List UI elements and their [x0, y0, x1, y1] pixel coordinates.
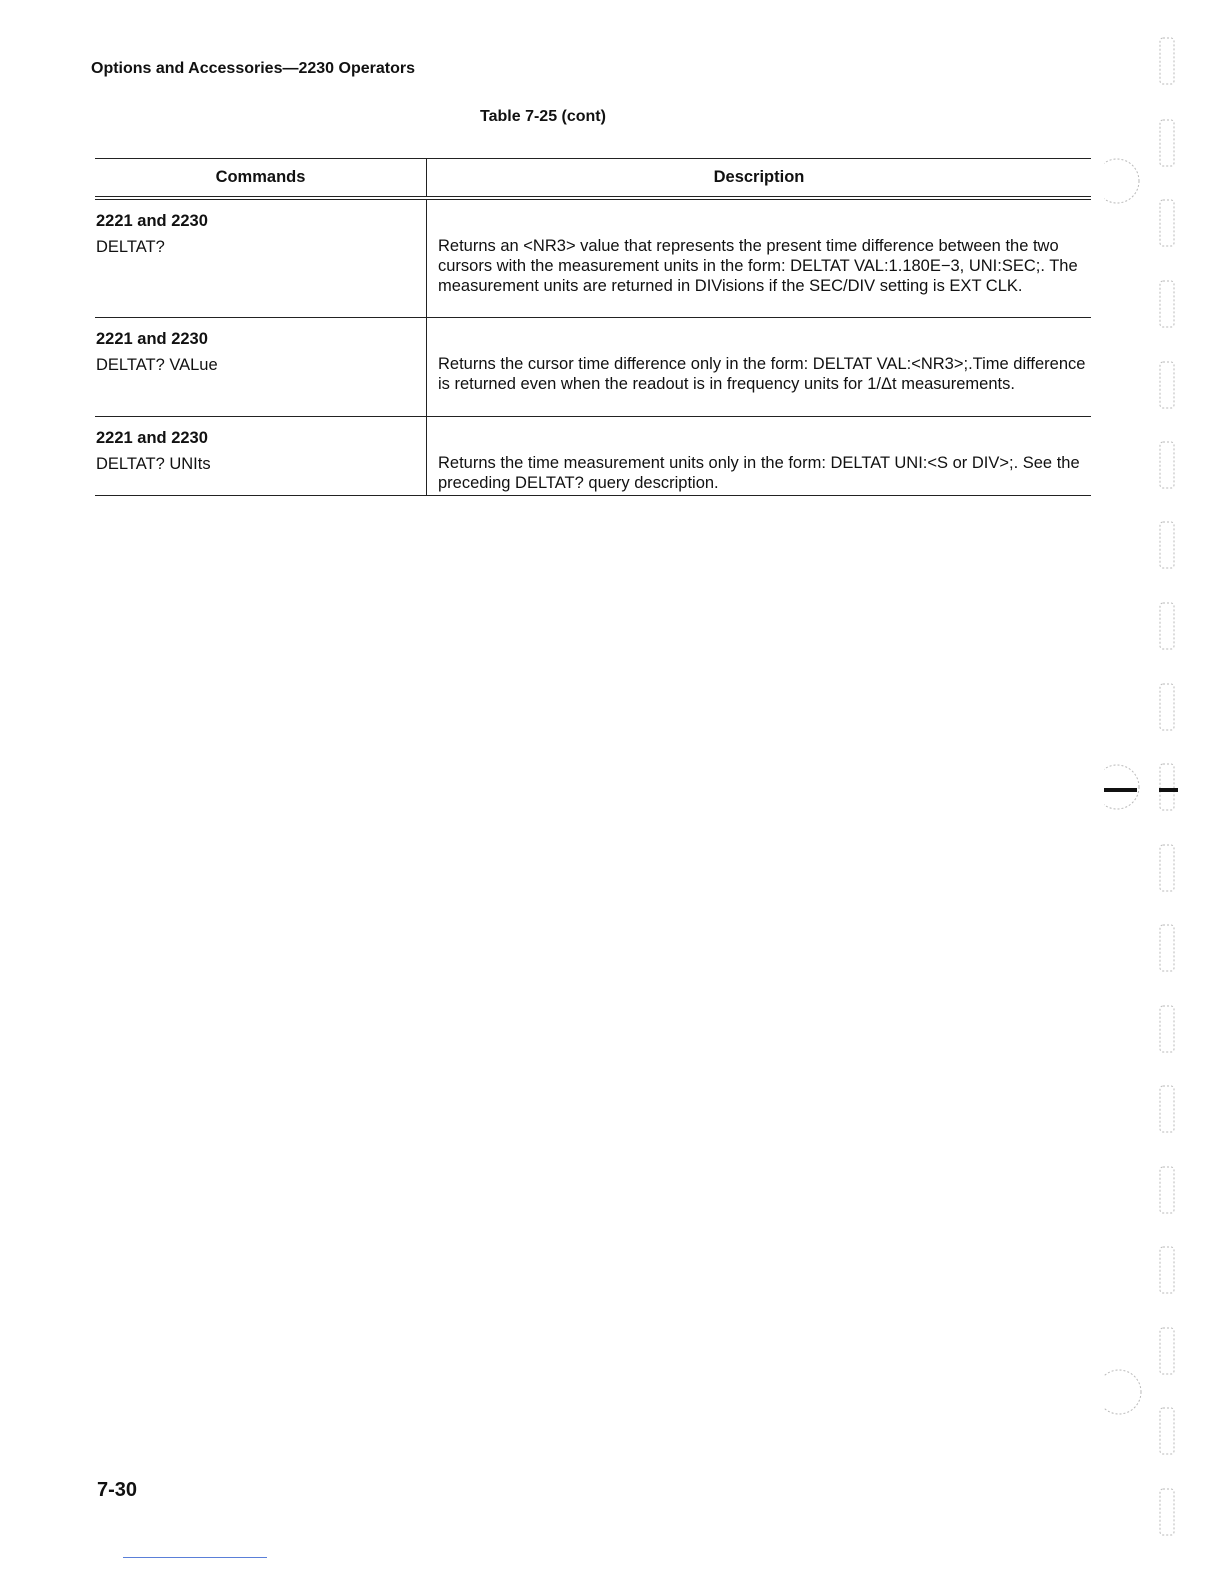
command-cell — [95, 318, 426, 416]
command-cell — [95, 417, 426, 495]
description-cell: Returns the cursor time difference only in the form: DELTAT VAL:<NR3>;.Time difference is returned even when the readout is in frequency units for 1/Δt measurements. — [426, 318, 1091, 416]
command-text: DELTAT? VALue — [96, 356, 218, 374]
table-row — [95, 318, 1091, 417]
header-commands: Commands — [215, 168, 306, 186]
model-group-label: 2221 and 2230 — [96, 212, 208, 230]
model-group-label: 2221 and 2230 — [96, 330, 208, 348]
command-text: DELTAT? — [96, 238, 165, 256]
description-cell: Returns an <NR3> value that represents the present time difference between the two cursors with the measurement units in the form: DELTAT VAL:1.180E−3, UNI:SEC;. The measurement units are returned in DIVisions if the SEC/DIV setting is EXT CLK. — [426, 200, 1091, 317]
binder-punch-strip — [1104, 0, 1224, 1584]
binder-slots — [1104, 38, 1174, 1535]
running-header: Options and Accessories—2230 Operators — [91, 60, 415, 77]
scan-edge-rule — [123, 1557, 267, 1558]
command-text: DELTAT? UNIts — [96, 455, 211, 473]
table-header-row — [95, 158, 1091, 200]
command-table — [95, 158, 1091, 496]
table-caption: Table 7-25 (cont) — [480, 108, 606, 125]
page-number: 7-30 — [97, 1479, 138, 1501]
model-group-label: 2221 and 2230 — [96, 429, 208, 447]
description-cell: Returns the time measurement units only in the form: DELTAT UNI:<S or DIV>;. See the preceding DELTAT? query description. — [426, 417, 1091, 495]
table-row — [95, 417, 1091, 496]
header-description: Description — [426, 159, 1091, 196]
table-row — [95, 200, 1091, 318]
command-cell — [95, 200, 426, 317]
